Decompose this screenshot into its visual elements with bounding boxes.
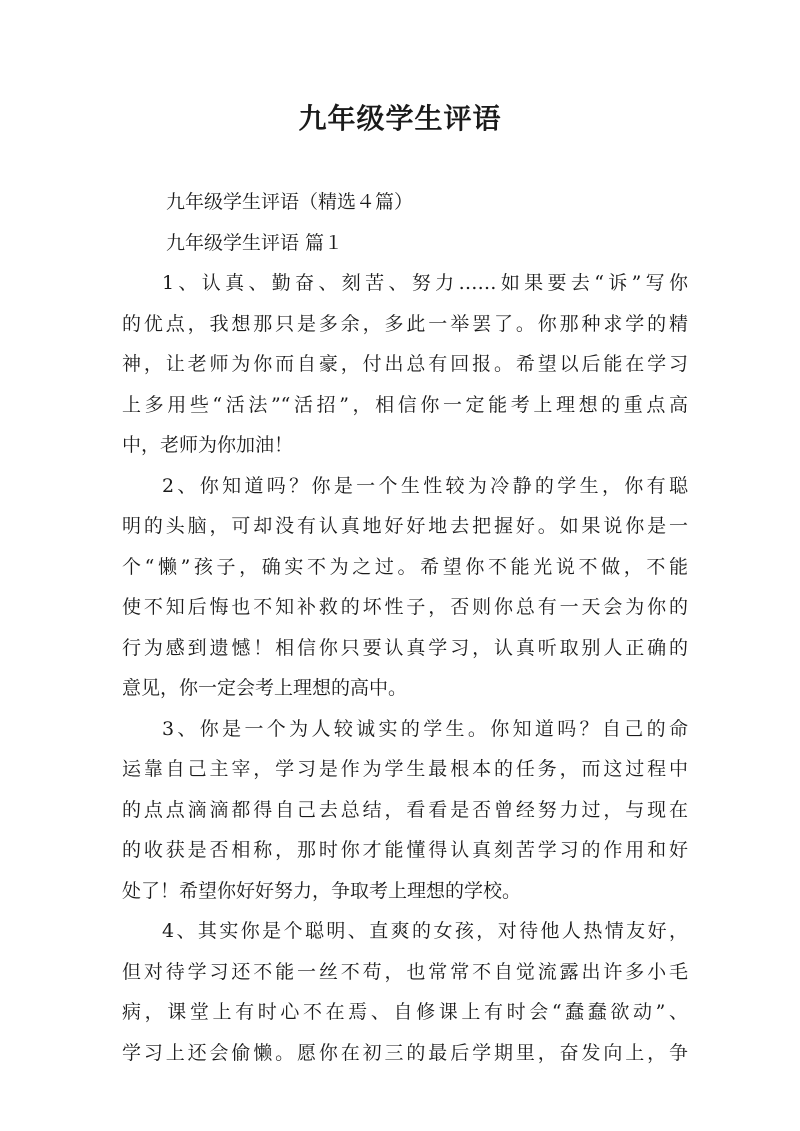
paragraph-line: 意见，你一定会考上理想的高中。 bbox=[122, 677, 408, 699]
document-body bbox=[122, 182, 688, 1073]
paragraph-line: 行为感到遗憾！相信你只要认真学习，认真听取别人正确的 bbox=[122, 636, 688, 659]
paragraph-line: 的收获是否相称，那时你才能懂得认真刻苦学习的作用和好 bbox=[122, 839, 688, 861]
paragraph-line: 上多用些“活法”“活招”，相信你一定能考上理想的重点高 bbox=[122, 393, 688, 416]
paragraph-line: 但对待学习还不能一丝不苟，也常常不自觉流露出许多小毛 bbox=[122, 960, 688, 983]
paragraph-line: 学习上还会偷懒。愿你在初三的最后学期里，奋发向上，争 bbox=[122, 1041, 688, 1064]
paragraph-line: 1、认真、勤奋、刻苦、努力……如果要去“诉”写你 bbox=[162, 272, 688, 294]
paragraph-line: 2、你知道吗？你是一个生性较为冷静的学生，你有聪 bbox=[162, 474, 688, 497]
document-title: 九年级学生评语 bbox=[298, 102, 502, 135]
paragraph-3 bbox=[122, 709, 688, 912]
paragraph-1 bbox=[122, 263, 688, 466]
paragraph-line: 3、你是一个为人较诚实的学生。你知道吗？自己的命 bbox=[162, 717, 688, 740]
paragraph-line: 处了！希望你好好努力，争取考上理想的学校。 bbox=[122, 879, 522, 902]
paragraph-line: 明的头脑，可却没有认真地好好地去把握好。如果说你是一 bbox=[122, 515, 688, 537]
paragraph-4 bbox=[122, 911, 688, 1073]
paragraph-line: 病，课堂上有时心不在焉、自修课上有时会“蠢蠢欲动”、 bbox=[122, 1001, 688, 1023]
paragraph-2 bbox=[122, 466, 688, 709]
paragraph-line: 运靠自己主宰，学习是作为学生最根本的任务，而这过程中 bbox=[122, 758, 688, 780]
paragraph-line: 个“懒”孩子，确实不为之过。希望你不能光说不做，不能 bbox=[122, 555, 688, 578]
section-heading: 九年级学生评语 篇１ bbox=[166, 231, 344, 254]
paragraph-line: 中，老师为你加油！ bbox=[122, 434, 294, 456]
paragraph-line: 神，让老师为你而自豪，付出总有回报。希望以后能在学习 bbox=[122, 353, 688, 375]
paragraph-line: 的点点滴滴都得自己去总结，看看是否曾经努力过，与现在 bbox=[122, 798, 688, 821]
document-subtitle: 九年级学生评语（精选４篇） bbox=[166, 191, 414, 213]
paragraph-line: 的优点，我想那只是多余，多此一举罢了。你那种求学的精 bbox=[122, 312, 688, 335]
paragraph-line: 使不知后悔也不知补救的坏性子，否则你总有一天会为你的 bbox=[122, 596, 688, 618]
paragraph-line: 4、其实你是个聪明、直爽的女孩，对待他人热情友好， bbox=[162, 920, 688, 942]
